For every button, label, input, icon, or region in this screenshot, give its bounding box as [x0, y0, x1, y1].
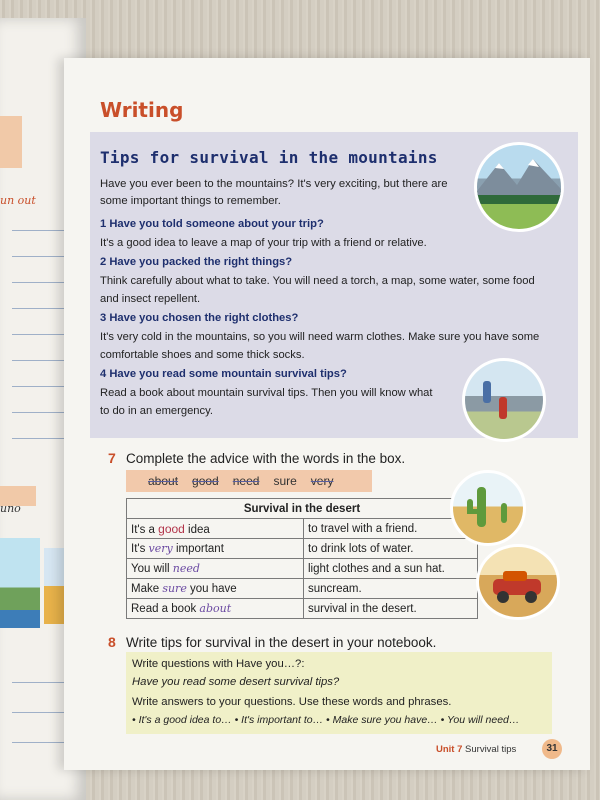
- table-row: [127, 599, 478, 619]
- tip-question: 4 Have you read some mountain survival tips?: [100, 368, 347, 380]
- handwriting-line: [12, 668, 64, 683]
- handwriting-line: [12, 294, 64, 309]
- handwriting-line: [12, 398, 64, 413]
- tip-question: 3 Have you chosen the right clothes?: [100, 312, 299, 324]
- handwritten-answer: very: [148, 542, 173, 555]
- row-suffix: important: [175, 543, 224, 555]
- word-box-word: very: [310, 474, 334, 488]
- handwriting-line: [12, 728, 64, 743]
- word-box-word: good: [192, 474, 219, 488]
- row-prefix: It's: [131, 543, 146, 555]
- handwriting-line: [12, 424, 64, 439]
- handwriting-line: [12, 242, 64, 257]
- tip-answer: Think carefully about what to take. You will need a torch, a map, some water, some food and insect repellent.: [100, 275, 535, 305]
- row-prefix: You will: [131, 563, 170, 575]
- word-box-word: about: [148, 474, 179, 488]
- page-footer: [436, 744, 516, 755]
- handwriting-line: [12, 268, 64, 283]
- mountain-peaks-icon: [477, 145, 561, 229]
- table-row: [127, 519, 478, 539]
- word-box-word: sure: [273, 474, 297, 488]
- row-suffix: idea: [188, 523, 210, 536]
- row-completion: survival in the desert.: [304, 599, 478, 619]
- handwriting-line: [12, 698, 64, 713]
- tip-answer: It's a good idea to leave a map of your trip with a friend or relative.: [100, 237, 427, 249]
- unit-topic: Survival tips: [465, 744, 517, 755]
- tips-box: [90, 132, 578, 438]
- textbook-page: [64, 58, 590, 770]
- exercise-8-line: Have you read some desert survival tips?: [132, 676, 340, 688]
- exercise-8-number: 8: [108, 634, 116, 650]
- row-completion: to drink lots of water.: [304, 539, 478, 559]
- page-number: 31: [542, 739, 562, 759]
- row-completion: light clothes and a sun hat.: [304, 559, 478, 579]
- exercise-8-phrases: • It's a good idea to… • It's important to… • Make sure you have… • You will need…: [132, 714, 520, 726]
- table-row: [127, 559, 478, 579]
- row-completion: suncream.: [304, 579, 478, 599]
- row-suffix: you have: [190, 583, 237, 595]
- handwriting-line: [12, 216, 64, 231]
- handwritten-answer: need: [172, 562, 200, 575]
- desert-table: [126, 498, 478, 619]
- exercise-8-line: Write answers to your questions. Use these words and phrases.: [132, 696, 452, 708]
- mountain-illustration: [474, 142, 564, 232]
- hikers-illustration: [462, 358, 546, 442]
- hiker-figure: [483, 381, 491, 403]
- exercise-8-box: [126, 652, 552, 734]
- tip-answer: Read a book about mountain survival tips. Then you will know what to do in an emergency.: [100, 387, 433, 417]
- left-page-tab: [0, 116, 22, 168]
- row-prefix: Make: [131, 583, 160, 595]
- row-prefix: It's a: [131, 523, 155, 536]
- hiker-figure: [499, 397, 507, 419]
- handwriting-line: [12, 372, 64, 387]
- word-box: [126, 470, 372, 492]
- tip-question: 1 Have you told someone about your trip?: [100, 218, 324, 230]
- exercise-7-instruction: Complete the advice with the words in the box.: [126, 451, 406, 466]
- page-title: Writing: [100, 98, 184, 122]
- left-page-fragment: uno: [0, 502, 21, 515]
- tip-answer: It's very cold in the mountains, so you will need warm clothes. Make sure you have some comfortable shoes and some thick socks.: [100, 331, 540, 361]
- handwriting-line: [12, 320, 64, 335]
- tip-question: 2 Have you packed the right things?: [100, 256, 293, 268]
- exercise-7-number: 7: [108, 450, 116, 466]
- row-prefix: Read a book: [131, 603, 197, 615]
- word-box-word: need: [232, 474, 260, 488]
- exercise-8-line: Write questions with Have you…?:: [132, 658, 305, 670]
- left-page-illustration: [0, 538, 40, 628]
- exercise-8-instruction: Write tips for survival in the desert in your notebook.: [126, 635, 437, 650]
- handwritten-answer: good: [158, 521, 185, 536]
- row-completion: to travel with a friend.: [304, 519, 478, 539]
- cactus-icon: [453, 473, 523, 543]
- cactus-illustration: [450, 470, 526, 546]
- left-page-fragment: un out: [0, 194, 36, 207]
- handwritten-answer: sure: [162, 582, 187, 595]
- desert-car-illustration: [476, 544, 560, 620]
- table-row: [127, 539, 478, 559]
- desert-table-title: Survival in the desert: [127, 499, 478, 519]
- handwriting-line: [12, 346, 64, 361]
- unit-label: Unit 7: [436, 744, 463, 755]
- handwritten-answer: about: [199, 602, 232, 615]
- car-icon: [479, 547, 557, 617]
- tips-intro: Have you ever been to the mountains? It's very exciting, but there are some important things to remember.: [100, 178, 448, 207]
- tips-title: Tips for survival in the mountains: [100, 148, 438, 167]
- table-row: [127, 579, 478, 599]
